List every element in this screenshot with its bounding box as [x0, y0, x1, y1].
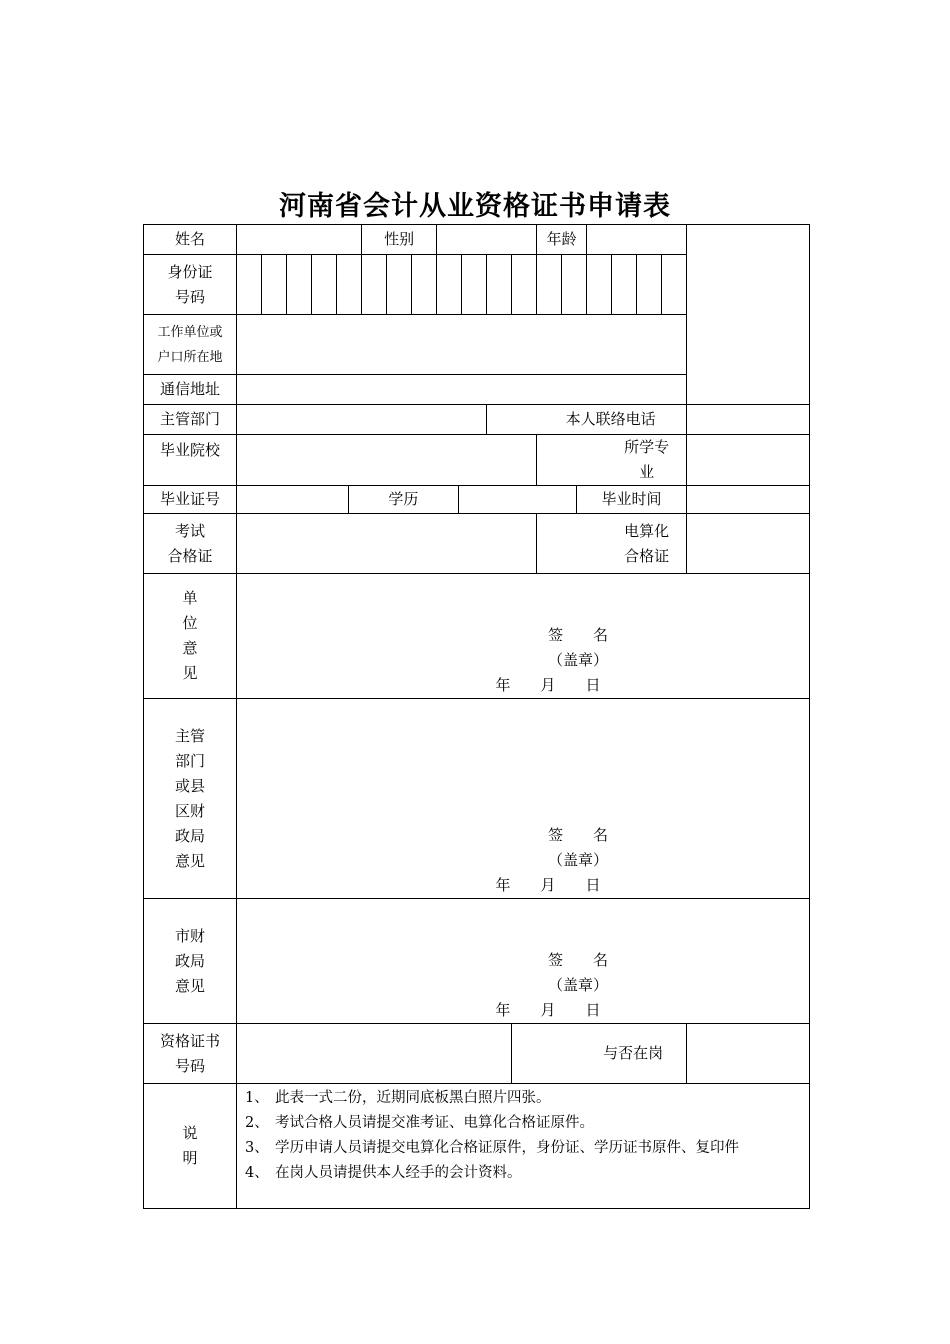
name-label: 姓名 — [144, 225, 237, 255]
id-label — [144, 255, 237, 315]
note-item — [237, 1161, 809, 1186]
phone-label: 本人联络电话 — [487, 405, 687, 435]
major-label-line1: 所学专 — [624, 438, 670, 456]
address-label: 通信地址 — [144, 375, 237, 405]
note-item — [237, 1136, 809, 1161]
id-label-line2: 号码 — [174, 287, 205, 306]
id-digit-box[interactable] — [237, 255, 262, 315]
computer-cert-label — [537, 514, 687, 574]
computer-cert-label-line2: 合格证 — [624, 546, 670, 565]
dept-label: 主管部门 — [144, 405, 237, 435]
cert-number-field[interactable] — [237, 1024, 512, 1084]
education-field[interactable] — [459, 486, 577, 513]
on-duty-field[interactable] — [687, 1024, 810, 1084]
gender-field[interactable] — [437, 225, 537, 255]
exam-cert-label-line2: 合格证 — [167, 546, 213, 565]
unit-opinion-label — [144, 574, 237, 699]
application-form-table — [143, 224, 810, 1209]
dept-opinion-field[interactable] — [237, 699, 810, 899]
dept-opinion-char: 或县 — [174, 776, 205, 795]
city-opinion-char: 政局 — [174, 951, 205, 970]
date-label: 年 月 日 — [495, 676, 601, 694]
exam-cert-label — [144, 514, 237, 574]
major-field[interactable] — [687, 435, 810, 486]
id-digit-box[interactable] — [537, 255, 562, 315]
id-digit-box[interactable] — [387, 255, 412, 315]
dept-opinion-char: 部门 — [174, 751, 205, 770]
id-digit-box[interactable] — [437, 255, 462, 315]
note-text: 在岗人员请提供本人经手的会计资料。 — [275, 1165, 522, 1181]
id-digit-box[interactable] — [562, 255, 587, 315]
city-signature-block — [237, 948, 809, 1023]
id-digit-box[interactable] — [337, 255, 362, 315]
major-label — [537, 435, 687, 486]
seal-label: （盖章） — [548, 851, 609, 869]
id-digit-box[interactable] — [637, 255, 662, 315]
signature-label: 签 名 — [548, 826, 609, 844]
id-digit-box[interactable] — [412, 255, 437, 315]
computer-cert-field[interactable] — [687, 514, 810, 574]
age-label: 年龄 — [537, 225, 587, 255]
id-digit-box[interactable] — [512, 255, 537, 315]
note-text: 此表一式二份，近期同底板黑白照片四张。 — [275, 1090, 551, 1106]
note-text: 学历申请人员请提交电算化合格证原件，身份证、学历证书原件、复印件 — [275, 1140, 739, 1156]
diploma-label: 毕业证号 — [144, 486, 237, 514]
diploma-row-group — [237, 486, 687, 514]
form-title: 河南省会计从业资格证书申请表 — [279, 191, 671, 222]
date-label: 年 月 日 — [495, 876, 601, 894]
phone-field[interactable] — [687, 405, 810, 435]
id-digit-box[interactable] — [362, 255, 387, 315]
unit-opinion-char: 见 — [182, 664, 198, 682]
city-opinion-label — [144, 899, 237, 1024]
id-digit-box[interactable] — [262, 255, 287, 315]
date-label: 年 月 日 — [495, 1001, 601, 1019]
cert-number-label-line2: 号码 — [174, 1056, 205, 1075]
seal-label: （盖章） — [548, 976, 609, 994]
school-field[interactable] — [237, 435, 537, 486]
dept-opinion-label — [144, 699, 237, 899]
work-unit-label-line2: 户口所在地 — [157, 349, 223, 365]
grad-time-field[interactable] — [687, 486, 810, 514]
note-number: 4、 — [245, 1165, 269, 1181]
notes-label-char: 说 — [182, 1124, 198, 1142]
computer-cert-label-line1: 电算化 — [624, 521, 670, 540]
dept-opinion-char: 区财 — [174, 801, 205, 820]
notes-label-char: 明 — [182, 1149, 198, 1167]
note-number: 1、 — [245, 1090, 269, 1106]
id-label-line1: 身份证 — [167, 262, 213, 281]
gender-label: 性别 — [362, 225, 437, 255]
work-unit-field[interactable] — [237, 315, 687, 375]
signature-label: 签 名 — [548, 951, 609, 969]
unit-opinion-char: 位 — [182, 614, 198, 632]
unit-opinion-field[interactable] — [237, 574, 810, 699]
id-digit-box[interactable] — [462, 255, 487, 315]
id-digit-box[interactable] — [612, 255, 637, 315]
note-item — [237, 1111, 809, 1136]
photo-area[interactable] — [687, 225, 810, 405]
dept-signature-block — [237, 823, 809, 898]
notes-content — [237, 1084, 810, 1209]
diploma-field[interactable] — [237, 486, 349, 513]
education-label: 学历 — [349, 486, 458, 513]
address-field[interactable] — [237, 375, 687, 405]
dept-field[interactable] — [237, 405, 487, 435]
school-label: 毕业院校 — [144, 435, 237, 486]
note-item — [237, 1086, 809, 1111]
dept-opinion-char: 意见 — [174, 851, 205, 870]
major-label-line2: 业 — [639, 463, 655, 481]
city-opinion-field[interactable] — [237, 899, 810, 1024]
grad-time-label: 毕业时间 — [601, 490, 662, 508]
seal-label: （盖章） — [548, 651, 609, 669]
unit-opinion-char: 意 — [182, 639, 198, 657]
work-unit-label — [144, 315, 237, 375]
work-unit-label-line1: 工作单位或 — [157, 324, 223, 340]
unit-signature-block — [237, 623, 809, 698]
exam-cert-label-line1: 考试 — [174, 521, 205, 540]
city-opinion-char: 市财 — [174, 926, 205, 945]
unit-opinion-char: 单 — [182, 589, 198, 607]
note-number: 3、 — [245, 1140, 269, 1156]
dept-opinion-char: 政局 — [174, 826, 205, 845]
on-duty-label: 与否在岗 — [512, 1024, 687, 1084]
city-opinion-char: 意见 — [174, 976, 205, 995]
id-digit-box[interactable] — [312, 255, 337, 315]
id-digit-box[interactable] — [487, 255, 512, 315]
id-digit-box[interactable] — [587, 255, 612, 315]
exam-cert-field[interactable] — [237, 514, 537, 574]
id-digit-box[interactable] — [287, 255, 312, 315]
name-field[interactable] — [237, 225, 362, 255]
cert-number-label — [144, 1024, 237, 1084]
dept-opinion-char: 主管 — [174, 726, 205, 745]
id-digit-box[interactable] — [662, 255, 687, 315]
note-number: 2、 — [245, 1115, 269, 1131]
age-field[interactable] — [587, 225, 687, 255]
cert-number-label-line1: 资格证书 — [159, 1031, 220, 1050]
notes-label — [144, 1084, 237, 1209]
signature-label: 签 名 — [548, 626, 609, 644]
note-text: 考试合格人员请提交准考证、电算化合格证原件。 — [275, 1115, 594, 1131]
